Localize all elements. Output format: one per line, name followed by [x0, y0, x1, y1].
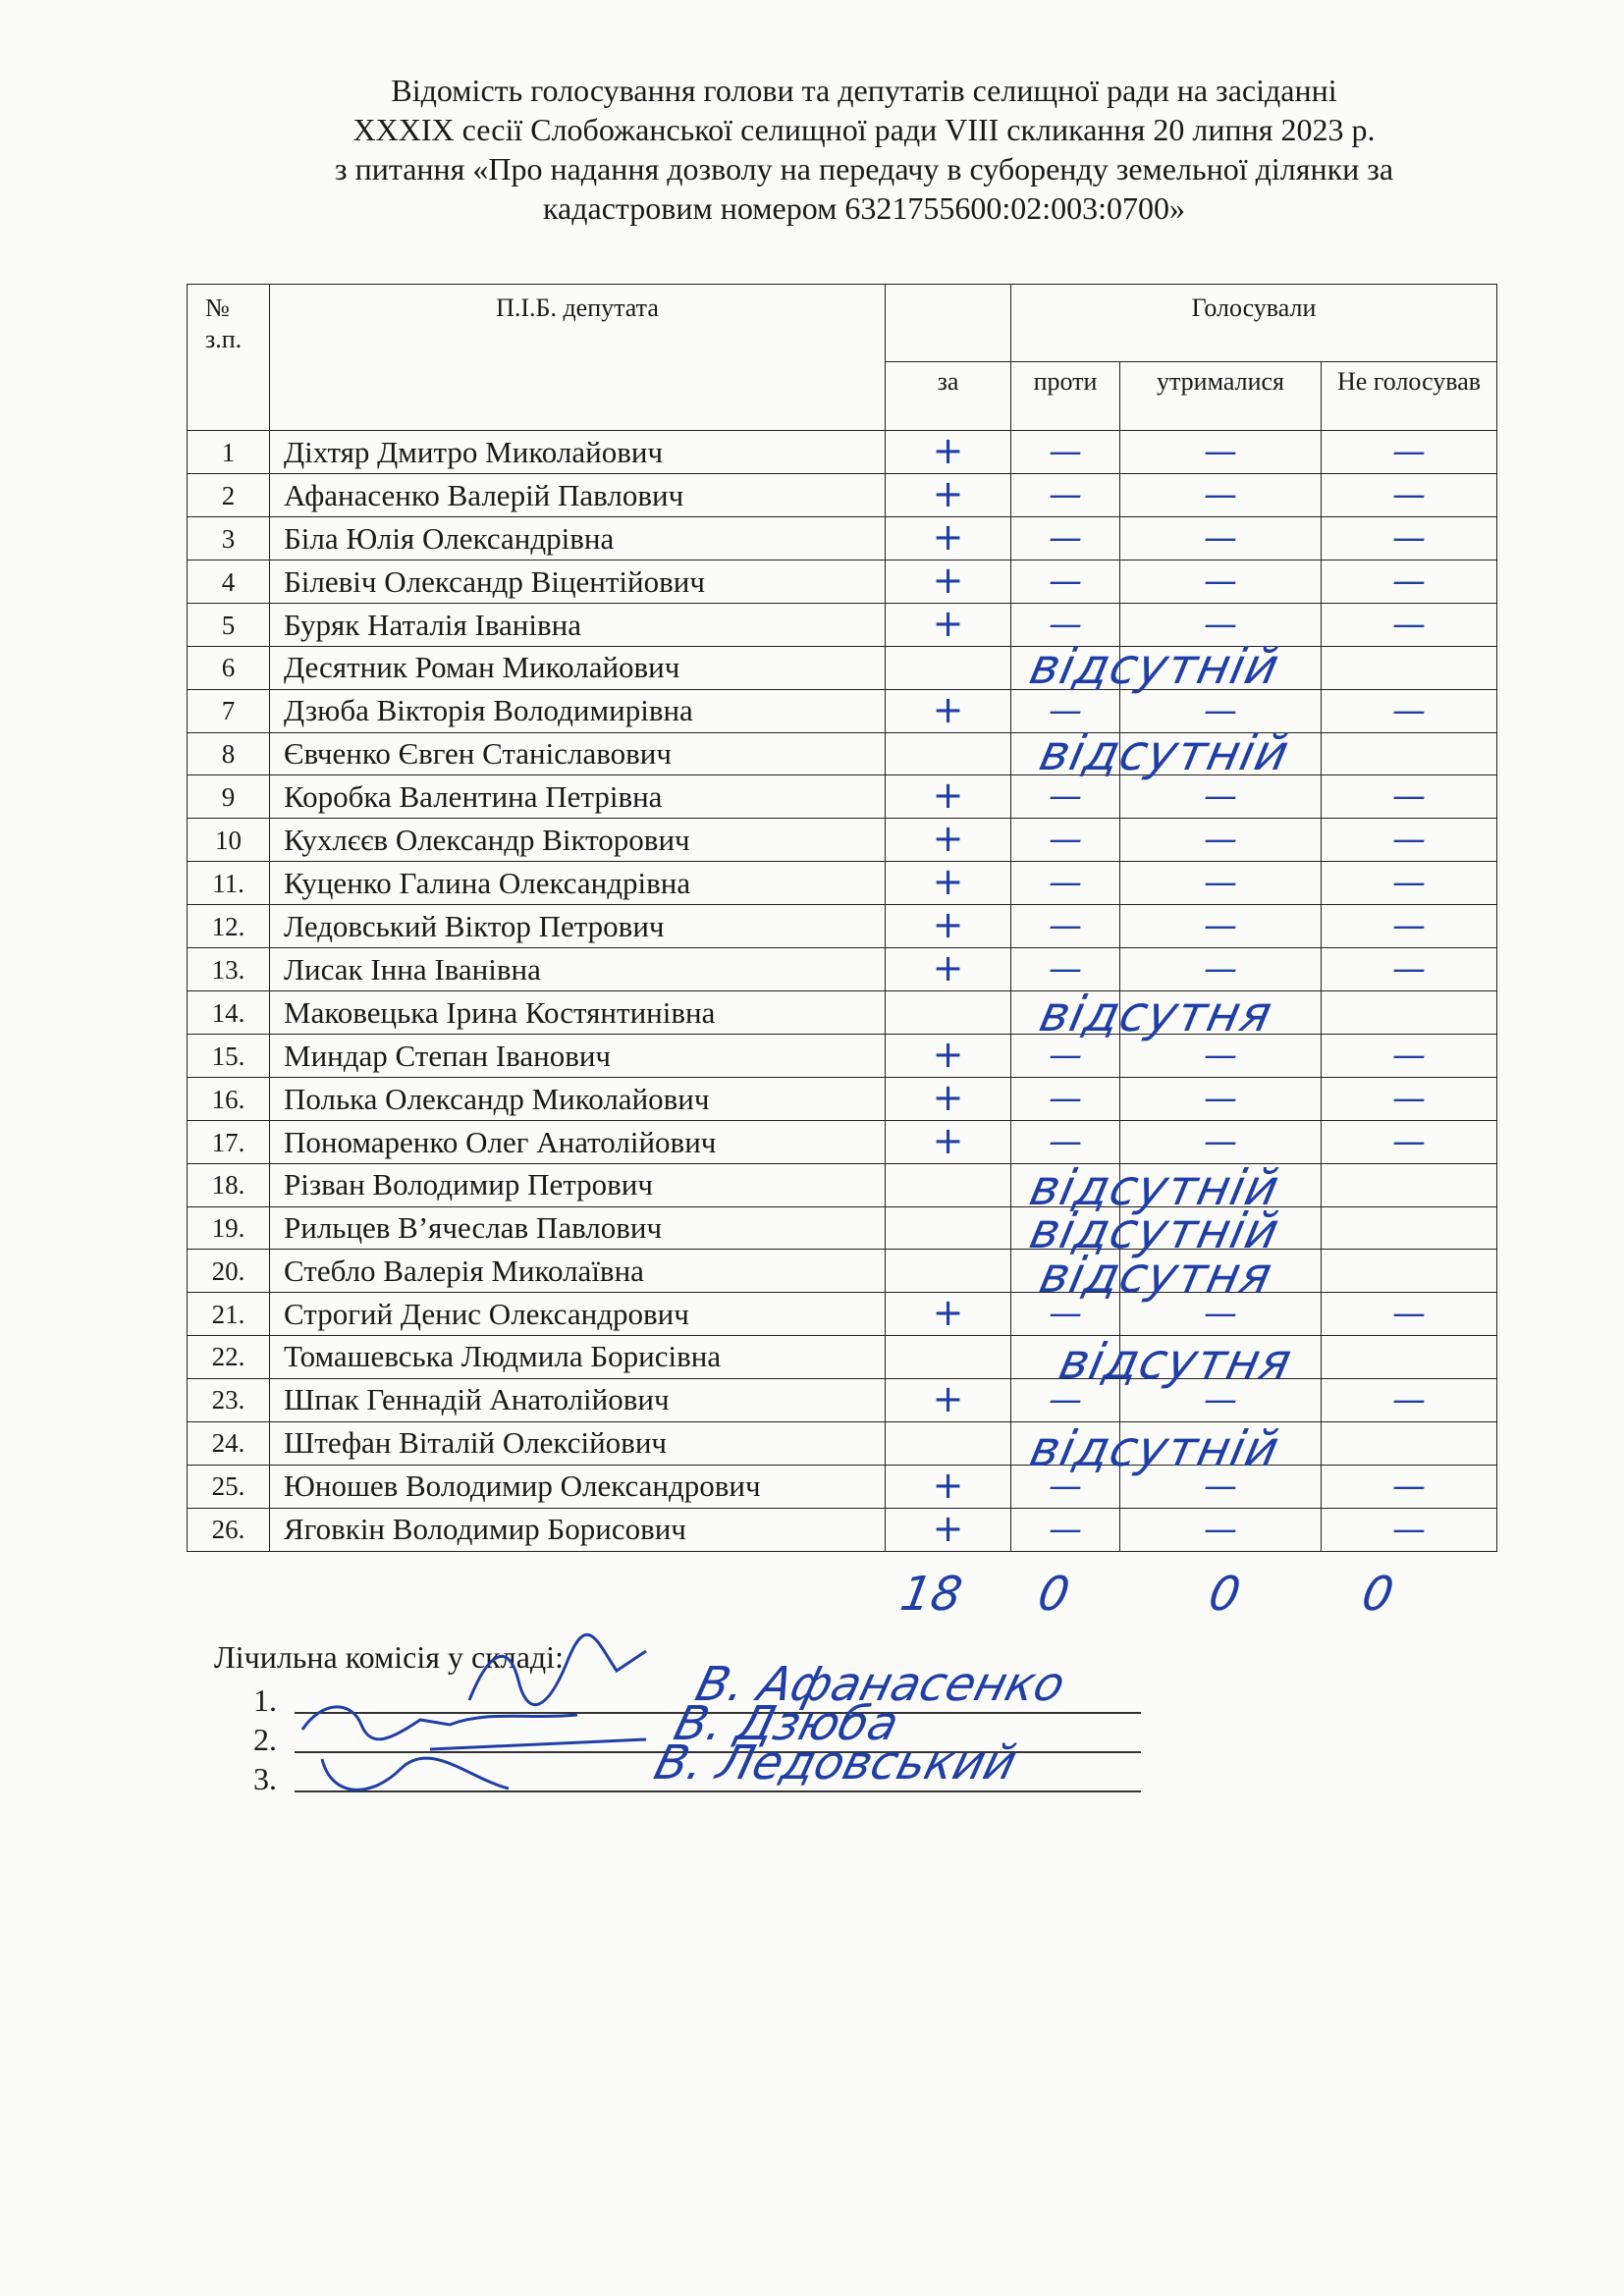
- voting-table: [187, 284, 1497, 1552]
- row-number: 22.: [188, 1336, 270, 1379]
- vote-for: [886, 732, 1011, 775]
- dash-mark: —: [1392, 776, 1426, 817]
- absent-note: відсутній: [1034, 724, 1295, 782]
- deputy-name: Кухлєєв Олександр Вікторович: [270, 819, 886, 862]
- dash-mark: —: [1049, 1509, 1082, 1549]
- deputy-name: Білевіч Олександр Віцентійович: [270, 561, 886, 604]
- dash-mark: —: [1204, 1509, 1237, 1549]
- dash-mark: —: [1204, 863, 1237, 903]
- header-voted: Голосували: [1011, 285, 1497, 362]
- row-number: 13.: [188, 948, 270, 991]
- vote-not-voted: [1322, 1206, 1497, 1250]
- vote-not-voted: [1322, 1378, 1497, 1421]
- table-row: [188, 1250, 1497, 1293]
- dash-mark: —: [1392, 1294, 1426, 1334]
- deputy-name: Шпак Геннадій Анатолійович: [270, 1378, 886, 1421]
- plus-mark: +: [932, 774, 964, 818]
- table-row: [188, 948, 1497, 991]
- row-number: 25.: [188, 1465, 270, 1508]
- plus-mark: +: [932, 1077, 964, 1120]
- plus-mark: +: [932, 904, 964, 947]
- deputy-name: Стебло Валерія Миколаївна: [270, 1250, 886, 1293]
- vote-not-voted: [1322, 474, 1497, 517]
- deputy-name: Рильцев В’ячеслав Павлович: [270, 1206, 886, 1250]
- vote-not-voted: [1322, 1121, 1497, 1164]
- vote-not-voted: [1322, 905, 1497, 948]
- vote-for: [886, 905, 1011, 948]
- table-row: [188, 689, 1497, 732]
- dash-mark: —: [1204, 475, 1237, 514]
- title-line-2: XXXIX сесії Слобожанської селищної ради VIII скликання 20 липня 2023 р.: [352, 112, 1376, 147]
- plus-mark: +: [932, 516, 964, 559]
- total-for: 18: [896, 1567, 967, 1622]
- dash-mark: —: [1392, 863, 1426, 903]
- dash-mark: —: [1392, 1122, 1426, 1162]
- deputy-name: Полька Олександр Миколайович: [270, 1078, 886, 1121]
- vote-against: [1011, 1078, 1120, 1121]
- vote-for: [886, 862, 1011, 905]
- dash-mark: —: [1204, 561, 1237, 601]
- deputy-name: Євченко Євген Станіславович: [270, 732, 886, 775]
- dash-mark: —: [1049, 1036, 1082, 1076]
- row-number: 15.: [188, 1035, 270, 1078]
- vote-not-voted: [1322, 1336, 1497, 1379]
- vote-not-voted: [1322, 1250, 1497, 1293]
- row-number: 11.: [188, 862, 270, 905]
- row-number: 17.: [188, 1121, 270, 1164]
- vote-for: [886, 561, 1011, 604]
- deputy-name: Юношев Володимир Олександрович: [270, 1465, 886, 1508]
- vote-abstained: [1120, 517, 1322, 561]
- vote-for: [886, 604, 1011, 647]
- title-line-1: Відомість голосування голови та депутатів селищної ради на засіданні: [391, 73, 1337, 108]
- table-row: [188, 1121, 1497, 1164]
- title-line-4: кадастровим номером 6321755600:02:003:0700»: [542, 190, 1186, 226]
- dash-mark: —: [1204, 776, 1237, 817]
- dash-mark: —: [1392, 518, 1426, 558]
- dash-mark: —: [1049, 1466, 1082, 1506]
- dash-mark: —: [1049, 906, 1082, 946]
- row-number: 2: [188, 474, 270, 517]
- deputy-name: Маковецька Ірина Костянтинівна: [270, 991, 886, 1035]
- vote-against: [1011, 561, 1120, 604]
- dash-mark: —: [1049, 1079, 1082, 1119]
- absent-note: відсутній: [1024, 1159, 1285, 1217]
- dash-mark: —: [1392, 1466, 1426, 1506]
- table-row: [188, 862, 1497, 905]
- deputy-name: Штефан Віталій Олексійович: [270, 1421, 886, 1465]
- commission-member-3: [253, 1735, 1117, 1798]
- dash-mark: —: [1049, 561, 1082, 601]
- table-row: [188, 1206, 1497, 1250]
- vote-for: [886, 474, 1011, 517]
- dash-mark: —: [1049, 949, 1082, 989]
- total-against: 0: [1034, 1567, 1074, 1622]
- deputy-name: Строгий Денис Олександрович: [270, 1293, 886, 1336]
- vote-for: [886, 647, 1011, 690]
- dash-mark: —: [1204, 1294, 1237, 1334]
- row-number: 18.: [188, 1164, 270, 1207]
- dash-mark: —: [1204, 949, 1237, 989]
- table-row: [188, 732, 1497, 775]
- vote-for: [886, 1250, 1011, 1293]
- vote-for: [886, 1164, 1011, 1207]
- vote-not-voted: [1322, 561, 1497, 604]
- document-title: [196, 71, 1532, 228]
- absent-note: відсутня: [1054, 1333, 1298, 1391]
- absent-note: відсутня: [1034, 985, 1278, 1042]
- row-number: 16.: [188, 1078, 270, 1121]
- dash-mark: —: [1204, 1379, 1237, 1419]
- table-row: [188, 517, 1497, 561]
- header-number: № з.п.: [188, 285, 270, 431]
- absent-note: відсутня: [1034, 1246, 1278, 1304]
- dash-mark: —: [1392, 820, 1426, 860]
- deputy-name: Афанасенко Валерій Павлович: [270, 474, 886, 517]
- vote-not-voted: [1322, 1164, 1497, 1207]
- vote-for: [886, 1508, 1011, 1551]
- dash-mark: —: [1049, 820, 1082, 860]
- vote-abstained: [1120, 474, 1322, 517]
- row-number: 4: [188, 561, 270, 604]
- row-number: 1: [188, 431, 270, 474]
- table-row: [188, 1508, 1497, 1551]
- vote-against: [1011, 517, 1120, 561]
- dash-mark: —: [1049, 475, 1082, 514]
- vote-for: [886, 1421, 1011, 1465]
- vote-abstained: [1120, 905, 1322, 948]
- vote-abstained: [1120, 819, 1322, 862]
- dash-mark: —: [1392, 1509, 1426, 1549]
- dash-mark: —: [1049, 1294, 1082, 1334]
- absent-note: відсутній: [1024, 1419, 1285, 1477]
- vote-for: [886, 1206, 1011, 1250]
- row-number: 9: [188, 775, 270, 819]
- vote-for: [886, 1378, 1011, 1421]
- deputy-name: Куценко Галина Олександрівна: [270, 862, 886, 905]
- table-row: [188, 1336, 1497, 1379]
- dash-mark: —: [1204, 432, 1237, 471]
- vote-against: [1011, 905, 1120, 948]
- vote-for: [886, 1336, 1011, 1379]
- row-number: 24.: [188, 1421, 270, 1465]
- table-row: [188, 647, 1497, 690]
- vote-not-voted: [1322, 819, 1497, 862]
- dash-mark: —: [1204, 605, 1237, 644]
- deputy-name: Різван Володимир Петрович: [270, 1164, 886, 1207]
- plus-mark: +: [932, 1508, 964, 1550]
- table-row: [188, 1164, 1497, 1207]
- dash-mark: —: [1049, 432, 1082, 471]
- vote-for: [886, 948, 1011, 991]
- dash-mark: —: [1392, 949, 1426, 989]
- absent-note: відсутній: [1024, 637, 1285, 695]
- vote-abstained: [1120, 862, 1322, 905]
- dash-mark: —: [1204, 518, 1237, 558]
- vote-against: [1011, 819, 1120, 862]
- row-number: 10: [188, 819, 270, 862]
- vote-against: [1011, 1121, 1120, 1164]
- absent-note: відсутній: [1024, 1202, 1285, 1260]
- deputy-name: Миндар Степан Іванович: [270, 1035, 886, 1078]
- row-number: 12.: [188, 905, 270, 948]
- vote-for: [886, 1078, 1011, 1121]
- plus-mark: +: [932, 1034, 964, 1077]
- header-abstained: утрималися: [1120, 362, 1322, 431]
- row-number: 8: [188, 732, 270, 775]
- vote-not-voted: [1322, 775, 1497, 819]
- row-number: 3: [188, 517, 270, 561]
- dash-mark: —: [1049, 518, 1082, 558]
- deputy-name: Ледовський Віктор Петрович: [270, 905, 886, 948]
- deputy-name: Яговкін Володимир Борисович: [270, 1508, 886, 1551]
- vote-not-voted: [1322, 1465, 1497, 1508]
- vote-against: [1011, 862, 1120, 905]
- table-row: [188, 1035, 1497, 1078]
- plus-mark: +: [932, 818, 964, 861]
- plus-mark: +: [932, 1378, 964, 1420]
- dash-mark: —: [1204, 1122, 1237, 1162]
- total-not-voted: 0: [1358, 1567, 1398, 1622]
- header-not-voted: Не голосував: [1322, 362, 1497, 431]
- dash-mark: —: [1392, 561, 1426, 601]
- vote-for: [886, 991, 1011, 1035]
- row-number: 20.: [188, 1250, 270, 1293]
- dash-mark: —: [1049, 1122, 1082, 1162]
- vote-for: [886, 1293, 1011, 1336]
- vote-abstained: [1120, 1508, 1322, 1551]
- deputy-name: Лисак Інна Іванівна: [270, 948, 886, 991]
- deputy-name: Десятник Роман Миколайович: [270, 647, 886, 690]
- deputy-name: Біла Юлія Олександрівна: [270, 517, 886, 561]
- deputy-name: Дзюба Вікторія Володимирівна: [270, 689, 886, 732]
- vote-for: [886, 1035, 1011, 1078]
- vote-for: [886, 517, 1011, 561]
- dash-mark: —: [1049, 690, 1082, 730]
- row-number: 23.: [188, 1378, 270, 1421]
- deputy-name: Буряк Наталія Іванівна: [270, 604, 886, 647]
- row-number: 26.: [188, 1508, 270, 1551]
- row-number: 6: [188, 647, 270, 690]
- dash-mark: —: [1392, 605, 1426, 644]
- row-number: 21.: [188, 1293, 270, 1336]
- deputy-name: Діхтяр Дмитро Миколайович: [270, 431, 886, 474]
- member-number: 3.: [253, 1761, 277, 1796]
- plus-mark: +: [932, 861, 964, 904]
- row-number: 5: [188, 604, 270, 647]
- table-row: [188, 431, 1497, 474]
- dash-mark: —: [1204, 1036, 1237, 1076]
- vote-for: [886, 1121, 1011, 1164]
- plus-mark: +: [932, 603, 964, 645]
- header-name: П.І.Б. депутата: [270, 285, 886, 431]
- plus-mark: +: [932, 560, 964, 602]
- dash-mark: —: [1049, 863, 1082, 903]
- dash-mark: —: [1049, 605, 1082, 644]
- member-number: 2.: [253, 1722, 277, 1757]
- plus-mark: +: [932, 430, 964, 472]
- vote-against: [1011, 775, 1120, 819]
- vote-not-voted: [1322, 1078, 1497, 1121]
- dash-mark: —: [1392, 1036, 1426, 1076]
- deputy-name: Пономаренко Олег Анатолійович: [270, 1121, 886, 1164]
- vote-not-voted: [1322, 732, 1497, 775]
- plus-mark: +: [932, 1120, 964, 1163]
- row-number: 19.: [188, 1206, 270, 1250]
- commission-label: Лічильна комісія у складі:: [214, 1639, 564, 1675]
- vote-for: [886, 1465, 1011, 1508]
- table-row: [188, 775, 1497, 819]
- vote-against: [1011, 1508, 1120, 1551]
- table-row: [188, 905, 1497, 948]
- plus-mark: +: [932, 689, 964, 731]
- table-row: [188, 1378, 1497, 1421]
- row-number: 14.: [188, 991, 270, 1035]
- vote-abstained: [1120, 775, 1322, 819]
- table-row: [188, 1465, 1497, 1508]
- member-number: 1.: [253, 1682, 277, 1718]
- dash-mark: —: [1392, 690, 1426, 730]
- plus-mark: +: [932, 1465, 964, 1507]
- vote-not-voted: [1322, 689, 1497, 732]
- dash-mark: —: [1204, 1079, 1237, 1119]
- table-row: [188, 1293, 1497, 1336]
- vote-abstained: [1120, 431, 1322, 474]
- vote-for: [886, 431, 1011, 474]
- vote-against: [1011, 474, 1120, 517]
- table-row: [188, 474, 1497, 517]
- counting-commission: [214, 1637, 1071, 1796]
- vote-for: [886, 775, 1011, 819]
- row-number: 7: [188, 689, 270, 732]
- vote-for: [886, 819, 1011, 862]
- vote-not-voted: [1322, 1508, 1497, 1551]
- dash-mark: —: [1392, 432, 1426, 471]
- vote-not-voted: [1322, 1035, 1497, 1078]
- plus-mark: +: [932, 947, 964, 990]
- vote-not-voted: [1322, 991, 1497, 1035]
- dash-mark: —: [1049, 776, 1082, 817]
- dash-mark: —: [1392, 1379, 1426, 1419]
- dash-mark: —: [1392, 475, 1426, 514]
- table-row: [188, 991, 1497, 1035]
- header-against: проти: [1011, 362, 1120, 431]
- dash-mark: —: [1392, 906, 1426, 946]
- table-row: [188, 819, 1497, 862]
- plus-mark: +: [932, 1292, 964, 1335]
- vote-abstained: [1120, 1078, 1322, 1121]
- vote-not-voted: [1322, 862, 1497, 905]
- vote-abstained: [1120, 1121, 1322, 1164]
- vote-not-voted: [1322, 1293, 1497, 1336]
- member-name: В. Афанасенко: [690, 1657, 1071, 1712]
- vote-not-voted: [1322, 517, 1497, 561]
- vote-not-voted: [1322, 604, 1497, 647]
- deputy-name: Коробка Валентина Петрівна: [270, 775, 886, 819]
- deputy-name: Томашевська Людмила Борисівна: [270, 1336, 886, 1379]
- table-row: [188, 604, 1497, 647]
- vote-not-voted: [1322, 948, 1497, 991]
- member-name: В. Ледовський: [649, 1735, 1022, 1790]
- dash-mark: —: [1204, 820, 1237, 860]
- title-line-3: з питання «Про надання дозволу на передачу в суборенду земельної ділянки за: [334, 151, 1394, 187]
- vote-against: [1011, 431, 1120, 474]
- table-row: [188, 561, 1497, 604]
- table-row: [188, 1078, 1497, 1121]
- vote-abstained: [1120, 561, 1322, 604]
- dash-mark: —: [1049, 1379, 1082, 1419]
- dash-mark: —: [1204, 690, 1237, 730]
- member-name: В. Дзюба: [669, 1696, 904, 1751]
- vote-not-voted: [1322, 431, 1497, 474]
- vote-not-voted: [1322, 1421, 1497, 1465]
- dash-mark: —: [1204, 906, 1237, 946]
- dash-mark: —: [1392, 1079, 1426, 1119]
- table-row: [188, 1421, 1497, 1465]
- header-blank: [886, 285, 1011, 362]
- signature-3: [312, 1720, 685, 1808]
- total-abstained: 0: [1205, 1567, 1245, 1622]
- vote-for: [886, 689, 1011, 732]
- plus-mark: +: [932, 473, 964, 515]
- vote-not-voted: [1322, 647, 1497, 690]
- dash-mark: —: [1204, 1466, 1237, 1506]
- header-for: за: [886, 362, 1011, 431]
